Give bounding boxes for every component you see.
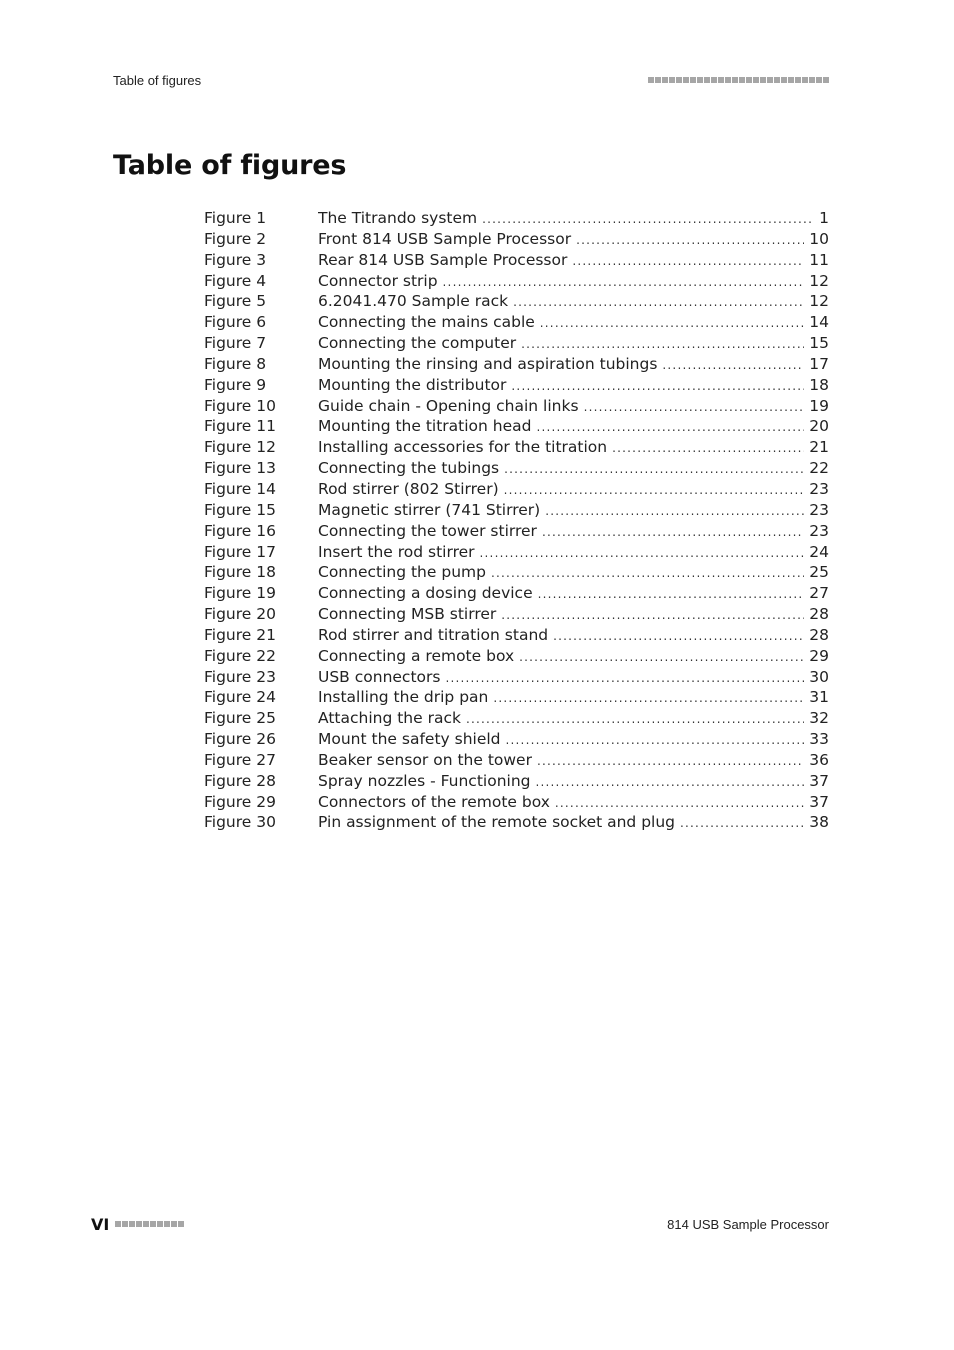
running-header: [113, 71, 829, 89]
footer-product-name: 814 USB Sample Processor: [667, 1216, 829, 1232]
decorative-square: [753, 77, 759, 83]
figure-title: Rear 814 USB Sample Processor: [318, 250, 568, 269]
figure-entry: [318, 730, 829, 748]
figure-number: Figure 29: [204, 792, 276, 811]
dot-leader: [491, 566, 804, 580]
decorative-square: [150, 1221, 156, 1227]
dot-leader: [540, 316, 804, 330]
figure-title: Connecting MSB stirrer: [318, 605, 497, 624]
figure-entry: [318, 709, 829, 727]
toc-row[interactable]: [204, 522, 829, 543]
dot-leader: [542, 525, 804, 539]
decorative-square: [157, 1221, 163, 1227]
toc-row[interactable]: [204, 584, 829, 605]
figure-page-number: 37: [809, 771, 829, 790]
dot-leader: [662, 358, 804, 372]
figure-title: Beaker sensor on the tower: [318, 750, 532, 769]
decorative-square: [732, 77, 738, 83]
toc-row[interactable]: [204, 626, 829, 647]
figure-title: The Titrando system: [318, 209, 478, 227]
decorative-square: [802, 77, 808, 83]
figure-number: Figure 4: [204, 271, 267, 290]
figure-page-number: 1: [819, 209, 829, 227]
figure-number: Figure 9: [204, 375, 267, 394]
toc-row[interactable]: [204, 793, 829, 814]
table-of-figures-list: [204, 209, 829, 834]
decorative-square: [725, 77, 731, 83]
decorative-square: [816, 77, 822, 83]
decorative-square: [795, 77, 801, 83]
toc-row[interactable]: [204, 417, 829, 438]
figure-number: Figure 5: [204, 292, 267, 311]
dot-leader: [537, 420, 805, 434]
figure-entry: [318, 459, 829, 477]
figure-page-number: 12: [809, 271, 829, 290]
figure-title: Insert the rod stirrer: [318, 542, 475, 561]
decorative-square: [711, 77, 717, 83]
figure-number: Figure 25: [204, 709, 276, 728]
figure-title: Mount the safety shield: [318, 730, 501, 749]
figure-title: Front 814 USB Sample Processor: [318, 229, 572, 248]
figure-number: Figure 10: [204, 396, 276, 415]
decorative-square: [767, 77, 773, 83]
dot-leader: [513, 295, 804, 309]
dot-leader: [680, 816, 804, 830]
decorative-square: [129, 1221, 135, 1227]
figure-title: Pin assignment of the remote socket and plug: [318, 813, 676, 832]
toc-row[interactable]: [204, 730, 829, 751]
dot-leader: [572, 254, 804, 268]
page-footer: [91, 1213, 829, 1235]
figure-title: Connectors of the remote box: [318, 792, 550, 811]
toc-row[interactable]: [204, 605, 829, 626]
decorative-square: [774, 77, 780, 83]
figure-title: Connector strip: [318, 271, 438, 290]
figure-title: Connecting a remote box: [318, 646, 515, 665]
figure-page-number: 36: [809, 750, 829, 769]
figure-title: USB connectors: [318, 667, 441, 686]
decorative-square: [823, 77, 829, 83]
figure-title: Mounting the titration head: [318, 417, 532, 436]
dot-leader: [501, 608, 804, 622]
decorative-square: [704, 77, 710, 83]
decorative-square: [676, 77, 682, 83]
figure-title: Connecting the computer: [318, 334, 517, 353]
figure-page-number: 14: [809, 313, 829, 332]
dot-leader: [545, 504, 804, 518]
figure-title: Attaching the rack: [318, 709, 461, 728]
toc-row[interactable]: [204, 751, 829, 772]
figure-page-number: 33: [809, 730, 829, 749]
running-header-title: Table of figures: [113, 72, 202, 88]
toc-row[interactable]: [204, 543, 829, 564]
figure-title: Connecting the tubings: [318, 459, 500, 478]
toc-row[interactable]: [204, 668, 829, 689]
figure-entry: [318, 772, 829, 790]
figure-number: Figure 21: [204, 625, 276, 644]
figure-entry: [318, 272, 829, 290]
decorative-square: [760, 77, 766, 83]
figure-page-number: 18: [809, 375, 829, 394]
decorative-square: [809, 77, 815, 83]
figure-page-number: 27: [809, 584, 829, 603]
figure-number: Figure 19: [204, 584, 276, 603]
dot-leader: [443, 275, 805, 289]
figure-entry: [318, 397, 829, 415]
figure-title: Connecting a dosing device: [318, 584, 533, 603]
figure-title: Installing accessories for the titration: [318, 438, 608, 457]
header-dot-bar: [648, 77, 829, 83]
figure-page-number: 24: [809, 542, 829, 561]
figure-number: Figure 20: [204, 605, 276, 624]
figure-page-number: 11: [809, 250, 829, 269]
dot-leader: [521, 337, 804, 351]
decorative-square: [122, 1221, 128, 1227]
figure-entry: [318, 292, 829, 310]
page-number: VI: [91, 1214, 110, 1234]
figure-title: Magnetic stirrer (741 Stirrer): [318, 500, 541, 519]
toc-row[interactable]: [204, 292, 829, 313]
dot-leader: [506, 733, 805, 747]
dot-leader: [493, 691, 804, 705]
decorative-square: [739, 77, 745, 83]
figure-number: Figure 11: [204, 417, 276, 436]
figure-page-number: 12: [809, 292, 829, 311]
decorative-square: [746, 77, 752, 83]
figure-number: Figure 28: [204, 771, 276, 790]
decorative-square: [669, 77, 675, 83]
figure-page-number: 37: [809, 792, 829, 811]
dot-leader: [576, 233, 804, 247]
figure-title: Rod stirrer (802 Stirrer): [318, 479, 499, 498]
figure-number: Figure 2: [204, 229, 267, 248]
figure-number: Figure 23: [204, 667, 276, 686]
figure-number: Figure 30: [204, 813, 276, 832]
figure-entry: [318, 584, 829, 602]
figure-page-number: 22: [809, 459, 829, 478]
toc-row[interactable]: [204, 313, 829, 334]
figure-entry: [318, 563, 829, 581]
decorative-square: [683, 77, 689, 83]
figure-number: Figure 12: [204, 438, 276, 457]
figure-number: Figure 6: [204, 313, 267, 332]
figure-entry: [318, 480, 829, 498]
figure-page-number: 30: [809, 667, 829, 686]
figure-title: Connecting the pump: [318, 563, 486, 582]
figure-page-number: 10: [809, 229, 829, 248]
toc-row[interactable]: [204, 376, 829, 397]
figure-number: Figure 24: [204, 688, 276, 707]
toc-row[interactable]: [204, 647, 829, 668]
figure-number: Figure 14: [204, 479, 276, 498]
figure-number: Figure 18: [204, 563, 276, 582]
toc-row[interactable]: [204, 355, 829, 376]
decorative-square: [136, 1221, 142, 1227]
dot-leader: [555, 796, 804, 810]
toc-row[interactable]: [204, 459, 829, 480]
figure-number: Figure 7: [204, 334, 267, 353]
figure-page-number: 23: [809, 521, 829, 540]
decorative-square: [655, 77, 661, 83]
toc-row[interactable]: [204, 480, 829, 501]
figure-entry: [318, 313, 829, 331]
toc-row[interactable]: [204, 397, 829, 418]
figure-number: Figure 27: [204, 750, 276, 769]
figure-page-number: 17: [809, 354, 829, 373]
figure-page-number: 32: [809, 709, 829, 728]
decorative-square: [788, 77, 794, 83]
dot-leader: [519, 650, 804, 664]
decorative-square: [115, 1221, 121, 1227]
figure-title: Connecting the mains cable: [318, 313, 535, 332]
figure-entry: [318, 522, 829, 540]
figure-page-number: 23: [809, 479, 829, 498]
toc-row[interactable]: [204, 813, 829, 834]
toc-row[interactable]: [204, 251, 829, 272]
figure-entry: [318, 626, 829, 644]
figure-entry: [318, 793, 829, 811]
decorative-square: [718, 77, 724, 83]
toc-row[interactable]: [204, 772, 829, 793]
figure-number: Figure 16: [204, 521, 276, 540]
dot-leader: [445, 671, 804, 685]
footer-dot-bar: [115, 1221, 184, 1227]
figure-page-number: 20: [809, 417, 829, 436]
figure-entry: [318, 813, 829, 831]
figure-entry: [318, 376, 829, 394]
dot-leader: [612, 441, 804, 455]
decorative-square: [143, 1221, 149, 1227]
figure-number: Figure 8: [204, 354, 267, 373]
figure-entry: [318, 417, 829, 435]
decorative-square: [171, 1221, 177, 1227]
figure-entry: [318, 647, 829, 665]
figure-title: Rod stirrer and titration stand: [318, 625, 549, 644]
figure-number: Figure 26: [204, 730, 276, 749]
figure-page-number: 19: [809, 396, 829, 415]
figure-page-number: 15: [809, 334, 829, 353]
decorative-square: [662, 77, 668, 83]
toc-row[interactable]: [204, 272, 829, 293]
figure-entry: [318, 668, 829, 686]
dot-leader: [584, 400, 805, 414]
figure-number: Figure 22: [204, 646, 276, 665]
toc-row[interactable]: [204, 563, 829, 584]
figure-page-number: 31: [809, 688, 829, 707]
figure-number: Figure 17: [204, 542, 276, 561]
figure-number: Figure 3: [204, 250, 267, 269]
figure-title: Connecting the tower stirrer: [318, 521, 537, 540]
decorative-square: [164, 1221, 170, 1227]
figure-page-number: 29: [809, 646, 829, 665]
figure-entry: [318, 334, 829, 352]
decorative-square: [648, 77, 654, 83]
toc-row[interactable]: [204, 688, 829, 709]
figure-title: Mounting the distributor: [318, 375, 507, 394]
figure-entry: [318, 501, 829, 519]
toc-row[interactable]: [204, 709, 829, 730]
figure-entry: [318, 230, 829, 248]
toc-row[interactable]: [204, 209, 829, 230]
figure-page-number: 21: [809, 438, 829, 457]
dot-leader: [480, 546, 805, 560]
dot-leader: [504, 462, 804, 476]
figure-entry: [318, 543, 829, 561]
figure-entry: [318, 251, 829, 269]
figure-entry: [318, 751, 829, 769]
figure-page-number: 38: [809, 813, 829, 832]
toc-row[interactable]: [204, 438, 829, 459]
figure-title: Mounting the rinsing and aspiration tubings: [318, 354, 658, 373]
dot-leader: [504, 483, 805, 497]
figure-entry: [318, 209, 829, 227]
figure-page-number: 28: [809, 605, 829, 624]
toc-row[interactable]: [204, 334, 829, 355]
page-title: Table of figures: [113, 150, 347, 181]
figure-number: Figure 1: [204, 209, 267, 227]
figure-entry: [318, 438, 829, 456]
figure-number: Figure 13: [204, 459, 276, 478]
figure-title: Guide chain - Opening chain links: [318, 396, 579, 415]
figure-page-number: 25: [809, 563, 829, 582]
toc-row[interactable]: [204, 501, 829, 522]
figure-number: Figure 15: [204, 500, 276, 519]
toc-row[interactable]: [204, 230, 829, 251]
decorative-square: [697, 77, 703, 83]
dot-leader: [538, 587, 805, 601]
dot-leader: [536, 775, 805, 789]
dot-leader: [511, 379, 804, 393]
decorative-square: [781, 77, 787, 83]
figure-entry: [318, 355, 829, 373]
dot-leader: [553, 629, 804, 643]
figure-title: Spray nozzles - Functioning: [318, 771, 531, 790]
dot-leader: [466, 712, 804, 726]
dot-leader: [482, 212, 814, 226]
dot-leader: [537, 754, 804, 768]
figure-title: Installing the drip pan: [318, 688, 489, 707]
figure-entry: [318, 688, 829, 706]
decorative-square: [690, 77, 696, 83]
decorative-square: [178, 1221, 184, 1227]
figure-entry: [318, 605, 829, 623]
figure-title: 6.2041.470 Sample rack: [318, 292, 509, 311]
figure-page-number: 23: [809, 500, 829, 519]
figure-page-number: 28: [809, 625, 829, 644]
